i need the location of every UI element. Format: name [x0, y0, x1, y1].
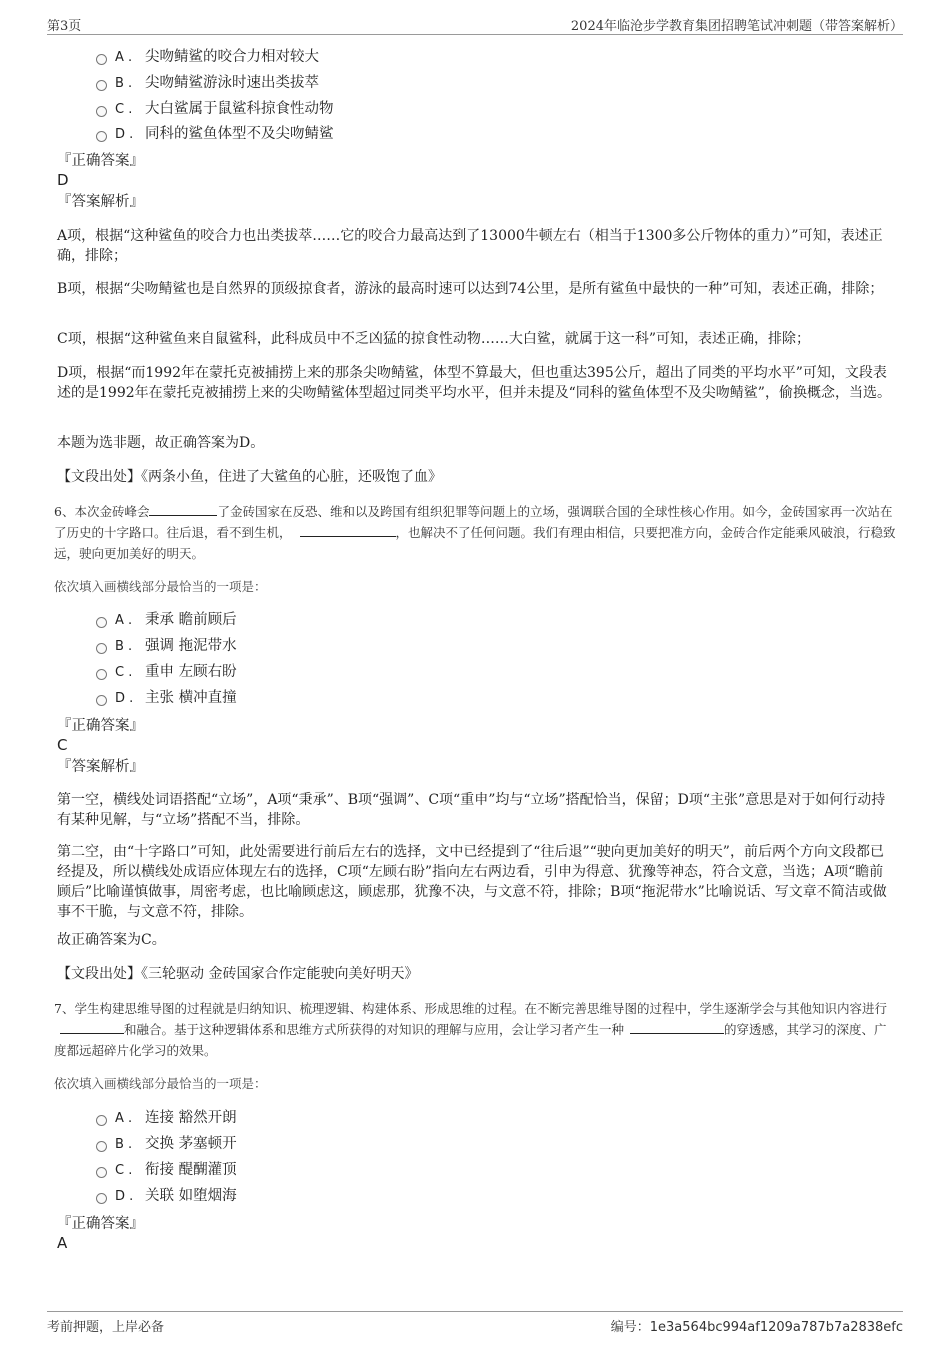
radio-icon[interactable]	[96, 80, 107, 91]
q6-prompt: 依次填入画横线部分最恰当的一项是：	[54, 579, 267, 594]
q5-analysis-c: C项，根据“这种鲨鱼来自鼠鲨科，此科成员中不乏凶猛的掠食性动物……大白鲨，就属于这一科”可知，表述正确，排除；	[57, 331, 811, 347]
radio-icon[interactable]	[96, 131, 107, 142]
radio-icon[interactable]	[96, 643, 107, 654]
q6-option-b[interactable]: B . 强调 拖泥带水	[96, 636, 237, 656]
q5-answer-tag: 『正确答案』	[57, 153, 144, 169]
footer-slogan: 考前押题，上岸必备	[47, 1320, 165, 1335]
q5-option-a[interactable]: A . 尖吻鲭鲨的咬合力相对较大	[96, 47, 319, 67]
blank-line[interactable]	[300, 523, 396, 537]
q5-source: 【文段出处】《两条小鱼，住进了大鲨鱼的心脏，还吸饱了血》	[57, 469, 442, 485]
q5-option-c[interactable]: C . 大白鲨属于鼠鲨科掠食性动物	[96, 99, 334, 119]
q7-option-b[interactable]: B . 交换 茅塞顿开	[96, 1134, 237, 1154]
q7-option-c[interactable]: C . 衔接 醍醐灌顶	[96, 1160, 237, 1180]
blank-line[interactable]	[149, 502, 217, 516]
q5-analysis-tag: 『答案解析』	[57, 194, 144, 210]
page-number: 第3页	[47, 19, 82, 34]
q6-source: 【文段出处】《三轮驱动 金砖国家合作定能驶向美好明天》	[57, 966, 419, 982]
q7-question: 7、学生构建思维导图的过程就是归纳知识、梳理逻辑、构建体系、形成思维的过程。在不断完善思维导图的过程中，学生逐渐学会与其他知识内容进行和融合。基于这种逻辑体系和思维方式所获得的对知识的理解与应用，会让学习者产生一种 的穿透感，其学习的深度、广度都远超碎片化学习的效果。	[54, 1001, 887, 1058]
q6-analysis-second: 第二空，由“十字路口”可知，此处需要进行前后左右的选择，文中已经提到了“往后退”“驶向更加美好的明天”，前后两个方向文段都已经提及，所以横线处成语应体现左右的选择，C项“左顾右盼”指向左右两边看，引申为得意、犹豫等神态，符合文意，当选；A项“瞻前顾后”比喻谨慎做事，周密考虑，也比喻顾虑这，顾虑那，犹豫不决，与文意不符，排除；B项“拖泥带水”比喻说话、写文章不简洁或做事不干脆，与文意不符，排除。	[57, 844, 887, 920]
q6-answer: C	[57, 736, 68, 754]
radio-icon[interactable]	[96, 695, 107, 706]
q5-analysis-a: A项，根据“这种鲨鱼的咬合力也出类拔萃……它的咬合力最高达到了13000牛顿左右（相当于1300多公斤物体的重力）”可知，表述正确，排除；	[57, 228, 883, 264]
document-title: 2024年临沧步学教育集团招聘笔试冲刺题（带答案解析）	[570, 19, 903, 34]
q6-option-a[interactable]: A . 秉承 瞻前顾后	[96, 610, 237, 630]
q5-conclusion: 本题为选非题，故正确答案为D。	[57, 435, 265, 451]
blank-line[interactable]	[630, 1020, 724, 1034]
radio-icon[interactable]	[96, 54, 107, 65]
page-header	[47, 12, 903, 35]
radio-icon[interactable]	[96, 106, 107, 117]
q5-answer: D	[57, 171, 69, 189]
q6-option-d[interactable]: D . 主张 横冲直撞	[96, 688, 237, 708]
q5-option-b[interactable]: B . 尖吻鲭鲨游泳时速出类拔萃	[96, 73, 319, 93]
q7-answer-tag: 『正确答案』	[57, 1216, 144, 1232]
radio-icon[interactable]	[96, 1193, 107, 1204]
q5-analysis-d: D项，根据“而1992年在蒙托克被捕捞上来的那条尖吻鲭鲨，体型不算最大，但也重达395公斤，超出了同类的平均水平”可知，文段表述的是1992年在蒙托克被捕捞上来的尖吻鲭鲨体型超过同类平均水平，但并未提及“同科的鲨鱼体型不及尖吻鲭鲨”，偷换概念，当选。	[57, 365, 891, 401]
q7-option-d[interactable]: D . 关联 如堕烟海	[96, 1186, 237, 1206]
document-code: 编号：1e3a564bc994af1209a787b7a2838efc	[610, 1320, 903, 1335]
radio-icon[interactable]	[96, 1167, 107, 1178]
q7-option-a[interactable]: A . 连接 豁然开朗	[96, 1108, 237, 1128]
blank-line[interactable]	[60, 1020, 124, 1034]
page-footer	[47, 1311, 903, 1336]
q6-analysis-tag: 『答案解析』	[57, 759, 144, 775]
q5-analysis-b: B项，根据“尖吻鲭鲨也是自然界的顶级掠食者，游泳的最高时速可以达到74公里，是所有鲨鱼中最快的一种”可知，表述正确，排除；	[57, 281, 884, 297]
q7-prompt: 依次填入画横线部分最恰当的一项是：	[54, 1076, 267, 1091]
radio-icon[interactable]	[96, 617, 107, 628]
q7-answer: A	[57, 1234, 68, 1252]
q6-answer-tag: 『正确答案』	[57, 718, 144, 734]
q6-analysis-first: 第一空，横线处词语搭配“立场”，A项“秉承”、B项“强调”、C项“重申”均与“立场”搭配恰当，保留；D项“主张”意思是对于如何行动持有某种见解，与“立场”搭配不当，排除。	[57, 792, 886, 828]
q6-question: 6、本次金砖峰会 了金砖国家在反恐、维和以及跨国有组织犯罪等问题上的立场，强调联合国的全球性核心作用。如今，金砖国家再一次站在了历史的十字路口。往后退，看不到生机， ，也解决不了任何问题。我们有理由相信，只要把准方向，金砖合作定能乘风破浪，行稳致远，驶向更加美好的明天。	[54, 504, 896, 561]
radio-icon[interactable]	[96, 1115, 107, 1126]
radio-icon[interactable]	[96, 1141, 107, 1152]
q6-conclusion: 故正确答案为C。	[57, 932, 166, 948]
q6-option-c[interactable]: C . 重申 左顾右盼	[96, 662, 237, 682]
q5-option-d[interactable]: D . 同科的鲨鱼体型不及尖吻鲭鲨	[96, 124, 334, 144]
radio-icon[interactable]	[96, 669, 107, 680]
